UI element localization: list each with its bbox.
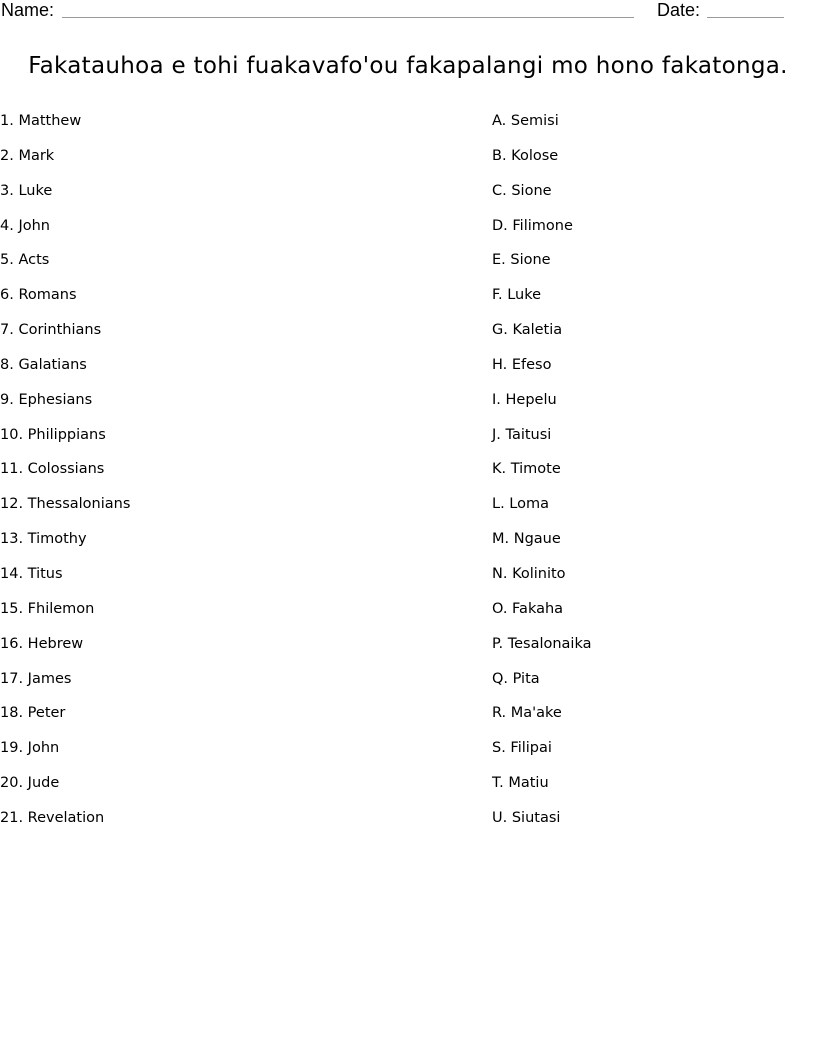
english-book-item: 2. Mark <box>0 147 55 164</box>
english-book-item: 17. James <box>0 670 72 687</box>
english-book-item: 7. Corinthians <box>0 322 102 339</box>
tongan-name-item: R. Ma'ake <box>492 705 562 722</box>
tongan-name-item: H. Efeso <box>492 356 552 373</box>
english-book-item: 13. Timothy <box>0 531 87 548</box>
tongan-name-item: G. Kaletia <box>492 322 563 339</box>
tongan-name-item: F. Luke <box>492 287 542 304</box>
date-blank-line <box>707 17 784 18</box>
header-row <box>0 0 816 22</box>
worksheet-title: Fakatauhoa e tohi fuakavafo'ou fakapalangi mo hono fakatonga. <box>28 53 788 79</box>
english-book-item: 12. Thessalonians <box>0 496 131 513</box>
tongan-name-item: E. Sione <box>492 252 551 269</box>
english-book-item: 16. Hebrew <box>0 635 84 652</box>
tongan-name-item: L. Loma <box>492 496 550 513</box>
tongan-name-item: A. Semisi <box>492 113 559 129</box>
date-label: Date: <box>657 0 701 20</box>
english-books-list <box>0 111 130 843</box>
tongan-name-item: D. Filimone <box>492 217 573 234</box>
tongan-name-item: N. Kolinito <box>492 565 566 582</box>
english-book-item: 14. Titus <box>0 565 63 582</box>
tongan-name-item: U. Siutasi <box>492 809 561 826</box>
english-book-item: 4. John <box>0 217 50 234</box>
english-book-item: 10. Philippians <box>0 426 106 443</box>
english-book-item: 5. Acts <box>0 252 50 269</box>
english-book-item: 3. Luke <box>0 182 53 199</box>
english-book-item: 6. Romans <box>0 287 77 304</box>
english-book-item: 20. Jude <box>0 775 60 792</box>
english-book-item: 18. Peter <box>0 705 66 722</box>
tongan-name-item: M. Ngaue <box>492 531 561 548</box>
tongan-name-item: S. Filipai <box>492 740 552 757</box>
english-book-item: 19. John <box>0 740 60 757</box>
tongan-name-item: I. Hepelu <box>492 391 557 408</box>
tongan-name-item: T. Matiu <box>492 775 549 792</box>
english-book-item: 11. Colossians <box>0 461 105 478</box>
english-book-item: 9. Ephesians <box>0 391 93 408</box>
english-book-item: 1. Matthew <box>0 113 82 129</box>
tongan-name-item: O. Fakaha <box>492 600 564 617</box>
tongan-name-item: B. Kolose <box>492 147 559 164</box>
english-book-item: 15. Fhilemon <box>0 600 95 617</box>
tongan-names-list <box>492 111 592 843</box>
tongan-name-item: K. Timote <box>492 461 561 478</box>
english-book-item: 8. Galatians <box>0 356 87 373</box>
english-book-item: 21. Revelation <box>0 809 105 826</box>
name-label: Name: <box>1 0 55 20</box>
tongan-name-item: Q. Pita <box>492 670 540 687</box>
name-blank-line <box>62 17 634 18</box>
tongan-name-item: J. Taitusi <box>492 426 552 443</box>
tongan-name-item: C. Sione <box>492 182 552 199</box>
tongan-name-item: P. Tesalonaika <box>492 635 592 652</box>
